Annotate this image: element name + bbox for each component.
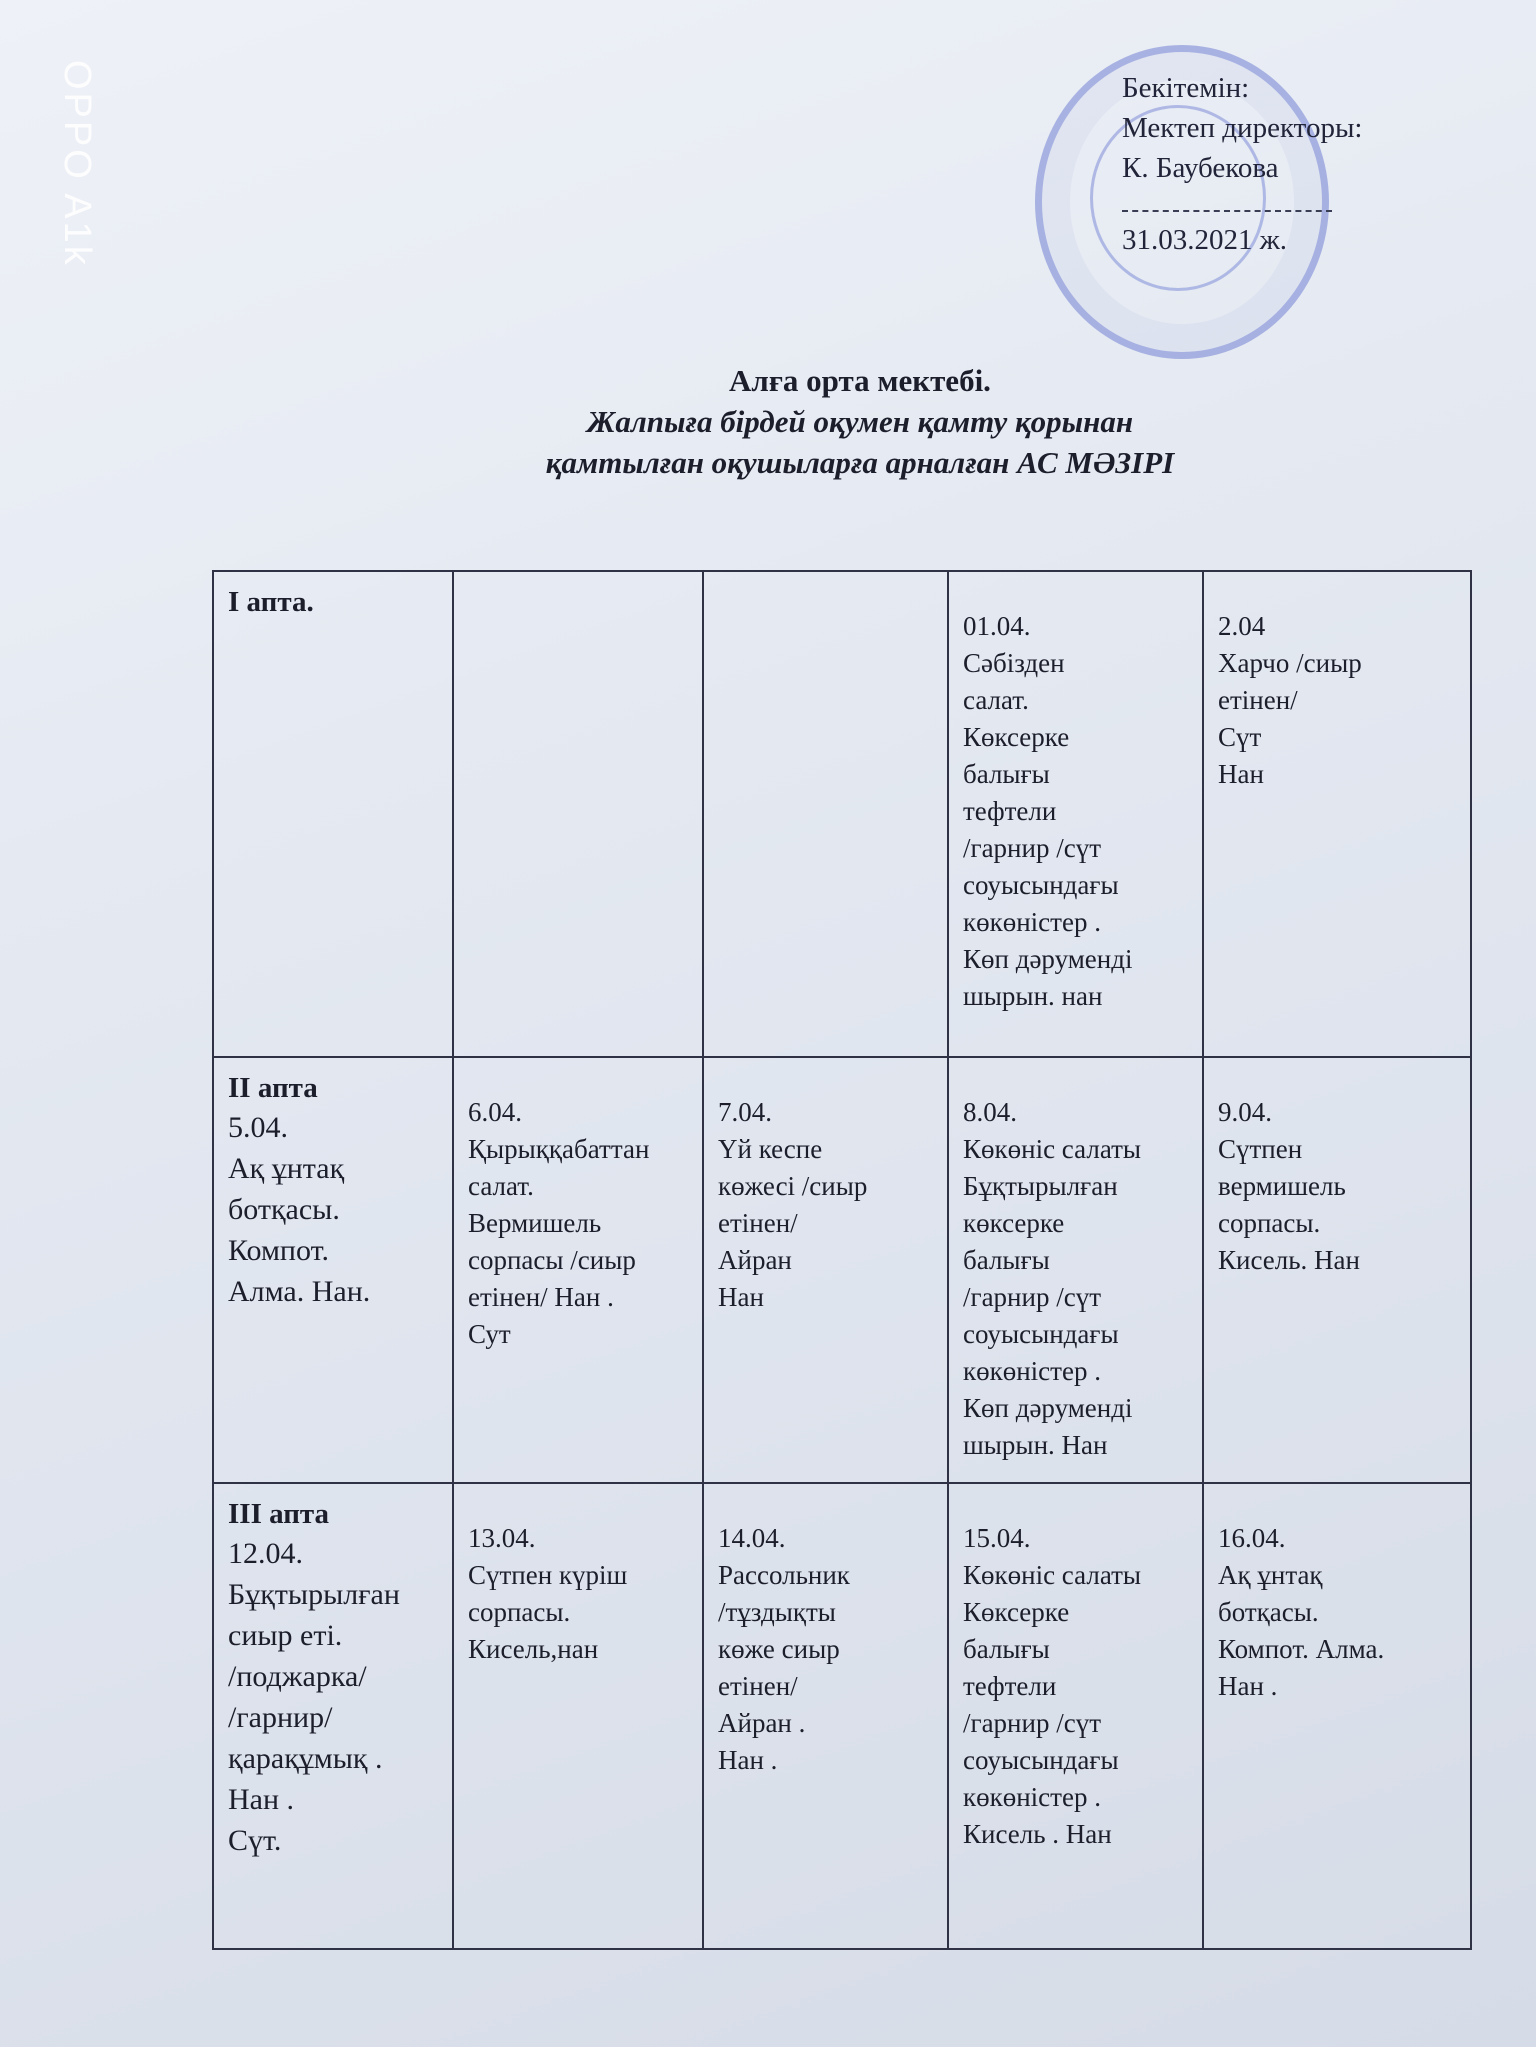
approval-block: [1122, 68, 1362, 260]
week-1-day-5: [1203, 571, 1471, 1057]
approval-position: Мектеп директоры:: [1122, 112, 1363, 144]
menu-cell-text: 7.04. Үй кеспе көжесі /сиыр етінен/ Айран Нан: [718, 1097, 868, 1312]
menu-cell-text: 6.04. Қырыққабаттан салат. Вермишель сорпасы /сиыр етінен/ Нан . Сут: [468, 1097, 650, 1349]
week-2-day-1: [213, 1057, 453, 1483]
week-label: II апта: [228, 1072, 318, 1104]
approval-date: 31.03.2021 ж.: [1122, 224, 1288, 256]
week-1-label-cell: [213, 571, 453, 1057]
school-name: Алға орта мектебі.: [729, 363, 991, 398]
week-3-day-4: [948, 1483, 1203, 1949]
week-2-day-4: [948, 1057, 1203, 1483]
week-label: III апта: [228, 1498, 330, 1530]
week-3-day-1: [213, 1483, 453, 1949]
menu-cell-text: 16.04. Ақ ұнтақ ботқасы. Компот. Алма. Нан .: [1218, 1523, 1385, 1701]
title-line-3: қамтылған оқушыларға арналған АС МӘЗІРІ: [545, 445, 1175, 480]
week-1-day-3: [703, 571, 948, 1057]
week-1-day-4: [948, 571, 1203, 1057]
menu-table: [212, 570, 1472, 1950]
approval-heading: Бекітемін:: [1122, 72, 1250, 104]
menu-cell-text: 9.04. Сүтпен вермишель сорпасы. Кисель. Нан: [1218, 1097, 1360, 1275]
menu-cell-text: 12.04. Бұқтырылған сиыр еті. /поджарка/ /гарнир/ қарақұмық . Нан . Сүт.: [228, 1537, 400, 1857]
week-label: I апта.: [228, 586, 314, 618]
document-title: [300, 360, 1420, 483]
week-3-day-5: [1203, 1483, 1471, 1949]
table-row-week-2: [213, 1057, 1471, 1483]
approval-name: К. Баубекова: [1122, 152, 1279, 184]
menu-cell-text: 8.04. Көкөніс салаты Бұқтырылған көксерке балығы /гарнир /сүт соуысындағы көкөністер . Көп дәрумендi шырын. Нан: [963, 1097, 1142, 1460]
menu-cell-text: 14.04. Рассольник /тұздықты көже сиыр етінен/ Айран . Нан .: [718, 1523, 850, 1775]
week-3-day-2: [453, 1483, 703, 1949]
table-row-week-3: [213, 1483, 1471, 1949]
menu-cell-text: 5.04. Ақ ұнтақ ботқасы. Компот. Алма. Нан.: [228, 1111, 371, 1308]
menu-cell-text: 2.04 Харчо /сиыр етінен/ Сүт Нан: [1218, 611, 1362, 789]
menu-cell-text: 13.04. Сүтпен күріш сорпасы. Кисель,нан: [468, 1523, 628, 1664]
camera-watermark: OPPO A1k: [56, 60, 98, 268]
week-1-day-2: [453, 571, 703, 1057]
menu-cell-text: 01.04. Сәбізден салат. Көксерке балығы тефтели /гарнир /сүт соуысындағы көкөністер . Көп дәрумендi шырын. нан: [963, 611, 1133, 1011]
table-row-week-1: [213, 571, 1471, 1057]
signature-line: [1122, 190, 1332, 212]
week-2-day-3: [703, 1057, 948, 1483]
week-2-day-2: [453, 1057, 703, 1483]
week-2-day-5: [1203, 1057, 1471, 1483]
title-line-2: Жалпыға бірдей оқумен қамту қорынан: [586, 404, 1134, 439]
week-3-day-3: [703, 1483, 948, 1949]
menu-cell-text: 15.04. Көкөніс салаты Көксерке балығы тефтели /гарнир /сүт соуысындағы көкөністер . Кисель . Нан: [963, 1523, 1142, 1849]
